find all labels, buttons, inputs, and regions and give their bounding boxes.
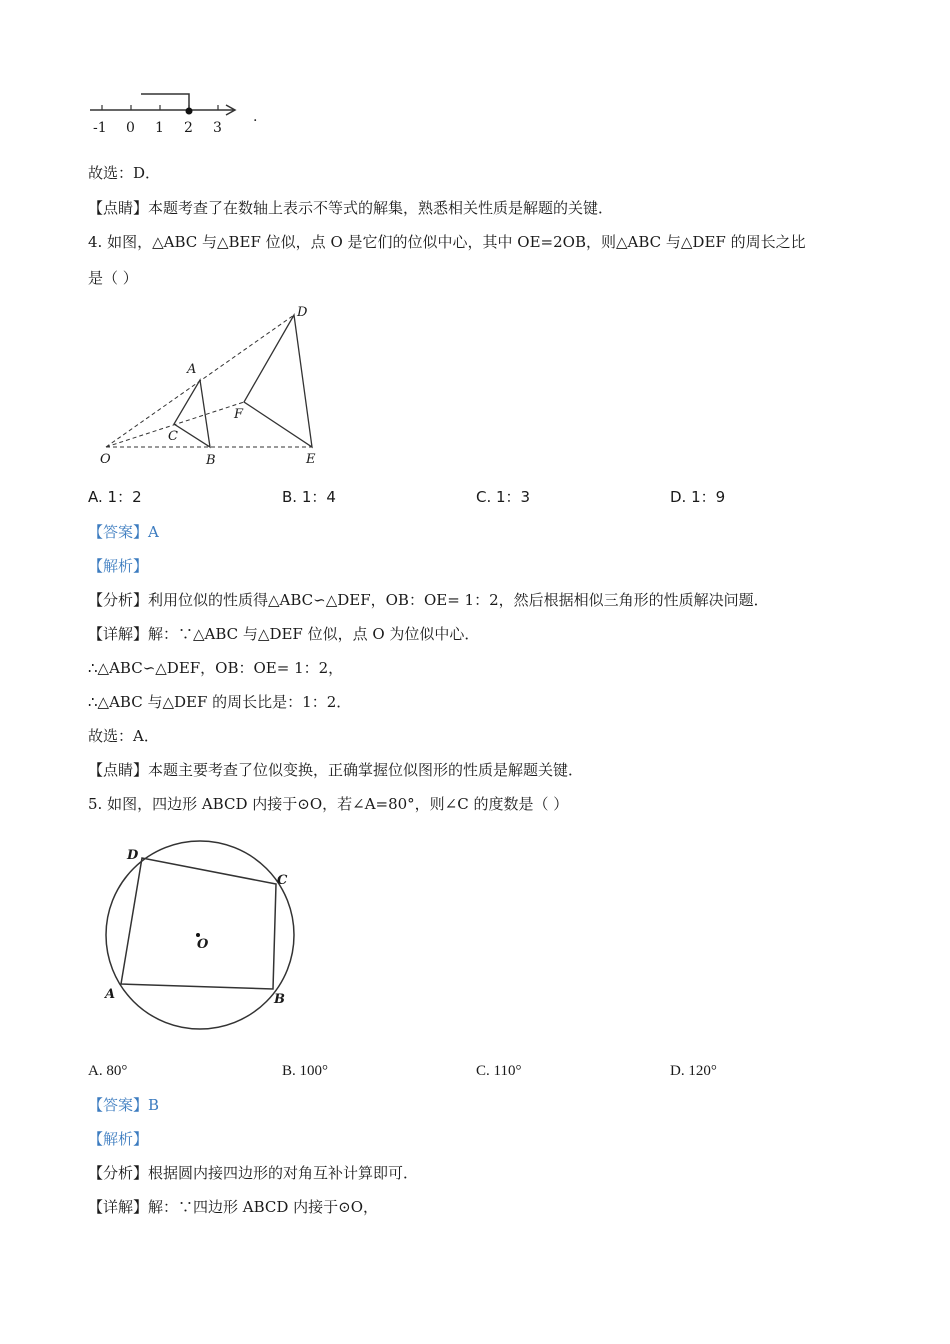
analysis-line: 【分析】根据圆内接四边形的对角互补计算即可． — [88, 1164, 419, 1182]
option-c: C. 110° — [476, 1063, 522, 1079]
answer-label: 【答案】A — [88, 523, 159, 541]
key-point-line: 【点睛】本题主要考查了位似变换，正确掌握位似图形的性质是解题关键． — [88, 761, 584, 779]
triangle-abc — [174, 380, 210, 447]
label-b: B — [274, 992, 285, 1007]
option-b: B. 1：4 — [282, 488, 336, 506]
triangle-def — [244, 315, 312, 447]
label-c: C — [168, 429, 178, 444]
option-b: B. 100° — [282, 1063, 329, 1079]
question-5-text: 5. 如图，四边形 ABCD 内接于⊙O，若∠A=80°，则∠C 的度数是（ ） — [88, 795, 569, 813]
tick-label: 2 — [184, 120, 193, 136]
label-d: D — [127, 848, 139, 863]
label-a: A — [105, 987, 116, 1002]
question-4-text-cont: 是（ ） — [88, 269, 138, 287]
analysis-label: 【解析】 — [88, 1130, 149, 1148]
analysis-line: 【分析】利用位似的性质得△ABC∽△DEF，OB：OE= 1：2，然后根据相似三角形的性质解决问题． — [88, 591, 769, 609]
detail-line: ∴△ABC∽△DEF，OB：OE= 1：2， — [88, 659, 344, 677]
label-c: C — [277, 873, 288, 888]
solid-point — [186, 108, 193, 115]
question-5-figure — [100, 838, 300, 1033]
question-4-figure — [92, 300, 332, 475]
label-o: O — [100, 452, 111, 467]
label-d: D — [297, 305, 308, 320]
tick-label: 0 — [126, 120, 135, 136]
option-c: C. 1：3 — [476, 488, 531, 506]
number-line-figure — [86, 88, 276, 140]
detail-line: 【详解】解：∵四边形 ABCD 内接于⊙O， — [88, 1198, 379, 1216]
label-a: A — [187, 362, 197, 377]
analysis-label: 【解析】 — [88, 557, 149, 575]
detail-line: ∴△ABC 与△DEF 的周长比是：1：2． — [88, 693, 352, 711]
answer-line: 故选：D． — [88, 164, 161, 182]
label-e: E — [306, 452, 316, 467]
tick-label: 3 — [213, 120, 222, 136]
option-d: D. 1：9 — [670, 488, 726, 506]
tick-label: -1 — [93, 120, 107, 136]
answer-label: 【答案】B — [88, 1096, 160, 1114]
answer-line: 故选：A． — [88, 727, 159, 745]
trailing-period: . — [253, 109, 258, 125]
option-a: A. 1：2 — [88, 488, 142, 506]
option-a: A. 80° — [88, 1063, 128, 1079]
tick-label: 1 — [155, 120, 164, 136]
detail-line: 【详解】解：∵△ABC 与△DEF 位似，点 O 为位似中心． — [88, 625, 480, 643]
label-b: B — [206, 453, 216, 468]
label-f: F — [234, 407, 244, 422]
question-4-text: 4. 如图，△ABC 与△BEF 位似，点 O 是它们的位似中心，其中 OE=2OB，则△ABC 与△DEF 的周长之比 — [88, 233, 806, 251]
label-o: O — [197, 937, 209, 952]
quadrilateral-abcd — [121, 858, 276, 989]
solution-ray — [141, 94, 189, 110]
option-d: D. 120° — [670, 1063, 717, 1079]
key-point-line: 【点睛】本题考查了在数轴上表示不等式的解集，熟悉相关性质是解题的关键． — [88, 199, 614, 217]
